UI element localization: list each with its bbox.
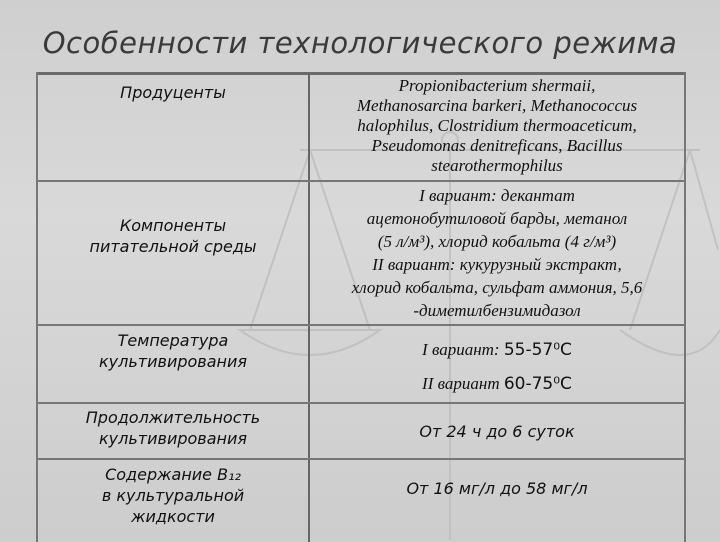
table-top-border bbox=[36, 72, 686, 75]
row-label-temperature bbox=[46, 330, 300, 372]
value-line: ацетонобутиловой барды, метанол bbox=[366, 209, 628, 228]
row-value-producers bbox=[314, 76, 680, 176]
row-label-producers bbox=[46, 82, 300, 103]
value-line: хлорид кобальта, сульфат аммония, 5,6 bbox=[351, 278, 643, 297]
properties-table bbox=[36, 72, 686, 542]
label-line: Компоненты bbox=[119, 216, 227, 235]
value-line: Propionibacterium shermaii, bbox=[398, 76, 596, 95]
row-label-duration bbox=[46, 407, 300, 449]
temperature-variant-2: II вариант 60-75⁰С bbox=[422, 374, 572, 394]
label-line: жидкости bbox=[131, 507, 215, 526]
row-value-temperature bbox=[314, 340, 680, 394]
row-divider bbox=[36, 324, 686, 326]
page-title: Особенности технологического режима bbox=[42, 26, 678, 60]
value-line: I вариант: декантат bbox=[419, 186, 575, 205]
value-line: Methanosarcina barkeri, Methanococcus bbox=[356, 96, 638, 115]
row-divider bbox=[36, 458, 686, 460]
row-value-duration bbox=[314, 422, 680, 442]
value-line: Pseudomonas denitreficans, Bacillus bbox=[371, 136, 623, 155]
row-divider bbox=[36, 180, 686, 182]
value-line: -диметилбензимидазол bbox=[413, 301, 581, 320]
value-line: halophilus, Clostridium thermoaceticum, bbox=[357, 116, 637, 135]
row-divider bbox=[36, 402, 686, 404]
row-value-medium bbox=[314, 184, 680, 322]
table-right-border bbox=[684, 72, 686, 542]
label-line: культивирования bbox=[99, 352, 247, 371]
column-divider bbox=[308, 72, 310, 542]
row-label-b12 bbox=[46, 464, 300, 527]
temperature-variant-1: I вариант: 55-57⁰С bbox=[422, 340, 572, 360]
label-line: Продолжительность bbox=[85, 408, 261, 427]
table-left-border bbox=[36, 72, 38, 542]
label-line: Продуценты bbox=[120, 83, 226, 102]
label-line: Температура bbox=[117, 331, 229, 350]
label-line: Содержание В₁₂ bbox=[105, 465, 241, 484]
value-line: От 16 мг/л до 58 мг/л bbox=[406, 479, 588, 498]
value-line: II вариант: кукурузный экстракт, bbox=[372, 255, 622, 274]
label-line: в культуральной bbox=[101, 486, 245, 505]
value-line: (5 л/м³), хлорид кобальта (4 г/м³) bbox=[377, 232, 617, 251]
row-label-medium bbox=[46, 215, 300, 257]
label-line: питательной среды bbox=[89, 237, 257, 256]
label-line: культивирования bbox=[99, 429, 247, 448]
value-line: stearothermophilus bbox=[431, 156, 563, 175]
value-line: От 24 ч до 6 суток bbox=[419, 422, 575, 441]
row-value-b12 bbox=[314, 479, 680, 499]
